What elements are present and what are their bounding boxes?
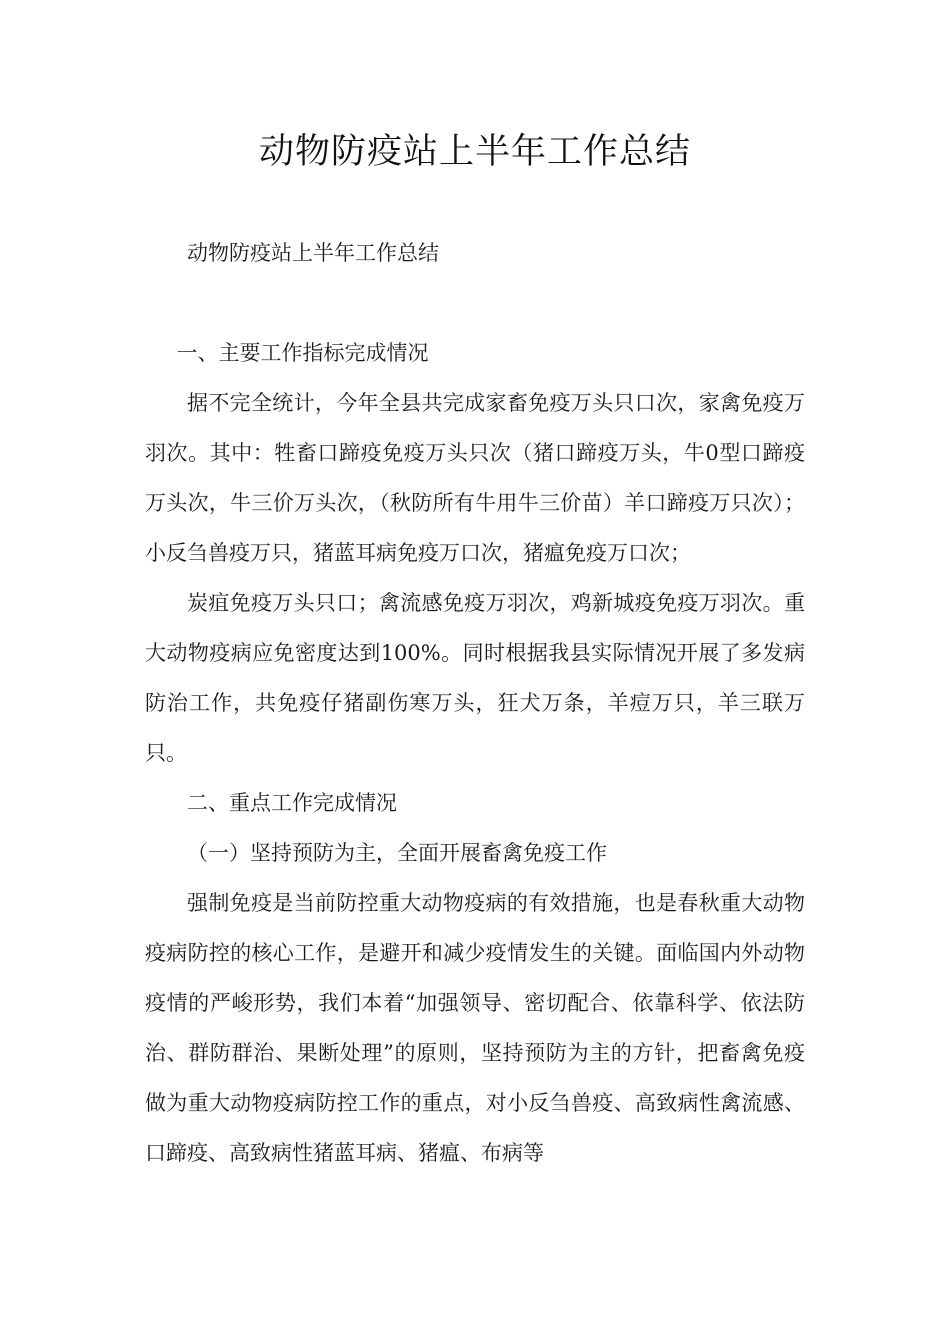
body-paragraph: 强制免疫是当前防控重大动物疫病的有效措施，也是春秋重大动物疫病防控的核心工作，是避开和减少疫情发生的关键。面临国内外动物疫情的严峻形势，我们本着“加强领导、密切配合、依靠科学、依法防治、群防群治、果断处理”的原则，坚持预防为主的方针，把畜禽免疫做为重大动物疫病防控工作的重点，对小反刍兽疫、高致病性禽流感、口蹄疫、高致病性猪蓝耳病、猪瘟、布病等	[145, 891, 805, 1165]
document-title: 动物防疫站上半年工作总结	[258, 132, 691, 172]
subtitle-paragraph: 动物防疫站上半年工作总结	[187, 241, 439, 265]
document-body	[145, 228, 805, 1178]
body-paragraph: 据不完全统计，今年全县共完成家畜免疫万头只口次，家禽免疫万羽次。其中：牲畜口蹄疫免疫万头只次（猪口蹄疫万头，牛0型口蹄疫万头次，牛三价万头次，（秋防所有牛用牛三价苗）羊口蹄疫万只次）；小反刍兽疫万只，猪蓝耳病免疫万口次，猪瘟免疫万口次；	[145, 391, 805, 565]
section-heading-2: 二、重点工作完成情况	[187, 791, 397, 815]
section-heading-1: 一、主要工作指标完成情况	[176, 341, 429, 365]
subsection-heading-1: （一）坚持预防为主，全面开展畜禽免疫工作	[187, 841, 607, 865]
body-paragraph: 炭疽免疫万头只口；禽流感免疫万羽次，鸡新城疫免疫万羽次。重大动物疫病应免密度达到100%。同时根据我县实际情况开展了多发病防治工作，共免疫仔猪副伤寒万头，狂犬万条，羊痘万只，羊三联万只。	[145, 591, 805, 765]
